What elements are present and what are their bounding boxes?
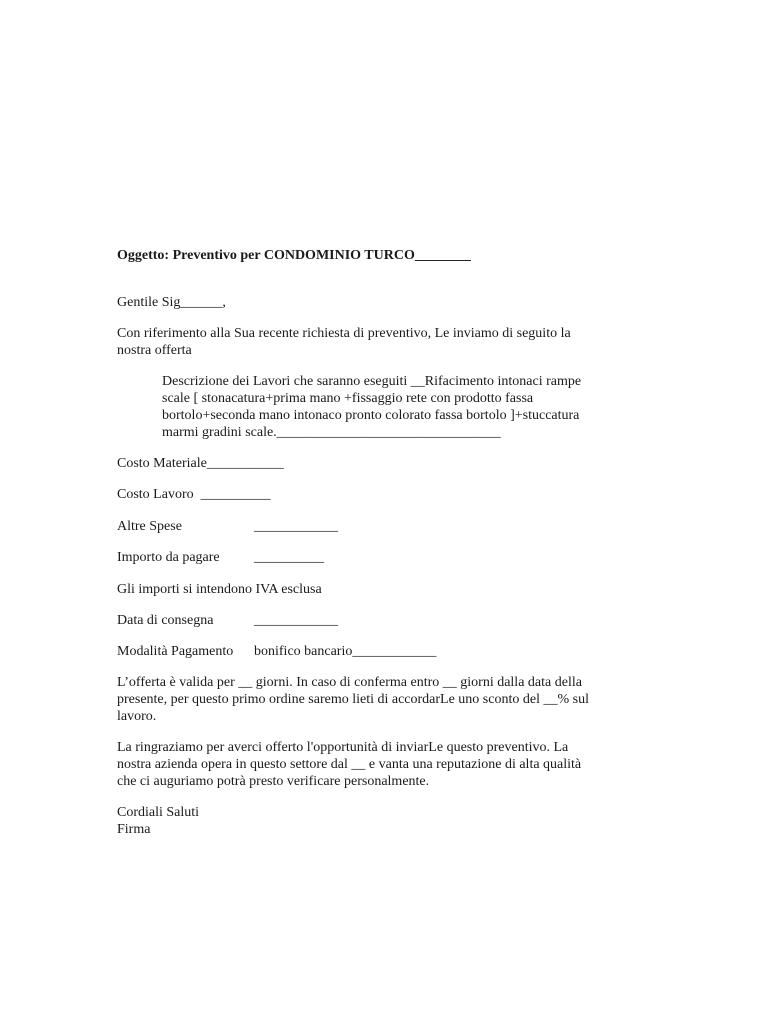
iva-note: Gli importi si intendono IVA esclusa xyxy=(117,582,322,597)
description-line-2: scale [ stonacatura+prima mano +fissaggio rete con prodotto fassa xyxy=(162,391,534,406)
description-line-4: marmi gradini scale.________________________________ xyxy=(162,425,501,440)
consegna-label: Data di consegna xyxy=(117,613,214,628)
thanks-line-2: nostra azienda opera in questo settore dal __ e vanta una reputazione di alta qualità xyxy=(117,757,582,772)
validity-line-1: L’offerta è valida per __ giorni. In caso di conferma entro __ giorni dalla data della xyxy=(117,675,582,690)
altre-spese-value: ____________ xyxy=(254,519,338,534)
validity-line-2: presente, per questo primo ordine saremo lieti di accordarLe uno sconto del __% sul xyxy=(117,692,589,707)
importo-value: __________ xyxy=(254,550,324,565)
intro-line-1: Con riferimento alla Sua recente richiesta di preventivo, Le inviamo di seguito la xyxy=(117,326,571,341)
costo-materiale: Costo Materiale___________ xyxy=(117,456,284,471)
salutation: Gentile Sig______, xyxy=(117,295,226,310)
description-line-3: bortolo+seconda mano intonaco pronto colorato fassa bortolo ]+stuccatura xyxy=(162,408,580,423)
thanks-line-1: La ringraziamo per averci offerto l'opportunità di inviarLe questo preventivo. La xyxy=(117,740,569,755)
pagamento-label: Modalità Pagamento xyxy=(117,644,234,659)
costo-lavoro: Costo Lavoro __________ xyxy=(117,487,271,502)
closing: Cordiali Saluti xyxy=(117,805,200,820)
signature-label: Firma xyxy=(117,822,151,837)
intro-line-2: nostra offerta xyxy=(117,343,192,358)
subject-line: Oggetto: Preventivo per CONDOMINIO TURCO________ xyxy=(117,248,471,263)
altre-spese-label: Altre Spese xyxy=(117,519,182,534)
importo-label: Importo da pagare xyxy=(117,550,220,565)
validity-line-3: lavoro. xyxy=(117,709,157,724)
consegna-value: ____________ xyxy=(254,613,338,628)
thanks-line-3: che ci auguriamo potrà presto verificare personalmente. xyxy=(117,774,430,789)
description-line-1: Descrizione dei Lavori che saranno eseguiti __Rifacimento intonaci rampe xyxy=(162,374,582,389)
pagamento-value: bonifico bancario____________ xyxy=(254,644,437,659)
